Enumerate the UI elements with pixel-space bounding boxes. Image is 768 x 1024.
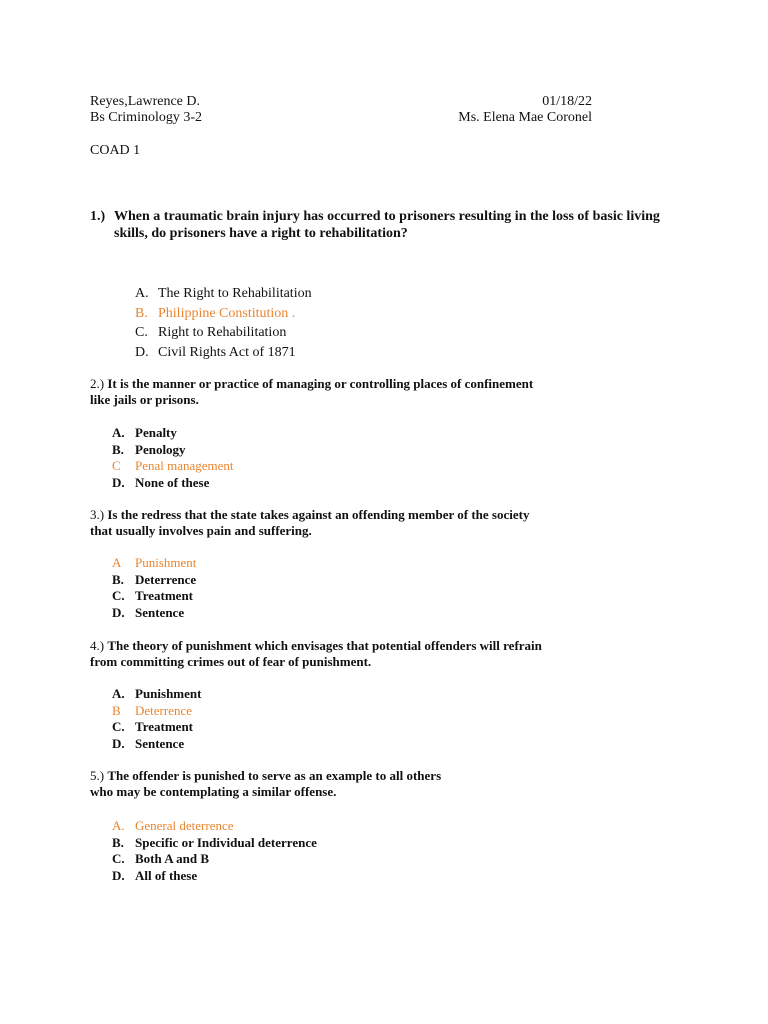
option-d: D. Civil Rights Act of 1871 xyxy=(135,344,296,360)
question-4: 4.) The theory of punishment which envisages that potential offenders will refrain from committing crimes out of fear of punishment. xyxy=(90,638,542,669)
option-c: C. Treatment xyxy=(112,588,193,603)
date: 01/18/22 xyxy=(542,94,592,109)
option-a: A. The Right to Rehabilitation xyxy=(135,286,312,301)
option-b-selected: B. Philippine Constitution . xyxy=(135,305,296,321)
option-a: A. Punishment xyxy=(112,686,202,701)
option-b: B. Penology xyxy=(112,441,186,457)
student-name: Reyes,Lawrence D. xyxy=(90,94,201,109)
question-3: 3.) Is the redress that the state takes against an offending member of the society that usually involves pain and suffering. xyxy=(90,507,530,538)
question-4-options xyxy=(112,686,201,752)
option-d: D. All of these xyxy=(112,867,198,883)
instructor-name: Ms. Elena Mae Coronel xyxy=(458,110,592,125)
course-section: Bs Criminology 3-2 xyxy=(90,110,203,125)
option-b: B. Deterrence xyxy=(112,571,197,587)
option-b: B. Specific or Individual deterrence xyxy=(112,834,317,850)
question-5: 5.) The offender is punished to serve as an example to all others who may be contemplating a similar offense. xyxy=(90,768,442,799)
question-2-options xyxy=(112,425,234,491)
option-d: D. None of these xyxy=(112,474,210,490)
option-c-selected: C Penal management xyxy=(112,458,234,473)
question-number: 1.) xyxy=(90,209,106,224)
option-a-selected: A. General deterrence xyxy=(112,818,234,833)
question-3-options xyxy=(112,555,196,621)
option-c: C. Right to Rehabilitation xyxy=(135,325,287,340)
question-text: When a traumatic brain injury has occurred to prisoners resulting in the loss of basic living skills, do prisoners have a right to rehabilitation? xyxy=(114,209,660,241)
option-c: C. Treatment xyxy=(112,719,193,734)
option-a-selected: A Punishment xyxy=(112,555,197,570)
option-d: D. Sentence xyxy=(112,735,185,751)
subject-code: COAD 1 xyxy=(90,143,141,158)
option-a: A. Penalty xyxy=(112,425,177,440)
question-1 xyxy=(90,208,690,242)
option-d: D. Sentence xyxy=(112,604,185,620)
question-2: 2.) It is the manner or practice of managing or controlling places of confinement like jails or prisons. xyxy=(90,376,534,407)
option-b-selected: B Deterrence xyxy=(112,702,193,718)
question-1-options xyxy=(135,284,312,362)
question-5-options xyxy=(112,818,317,884)
option-c: C. Both A and B xyxy=(112,851,210,866)
